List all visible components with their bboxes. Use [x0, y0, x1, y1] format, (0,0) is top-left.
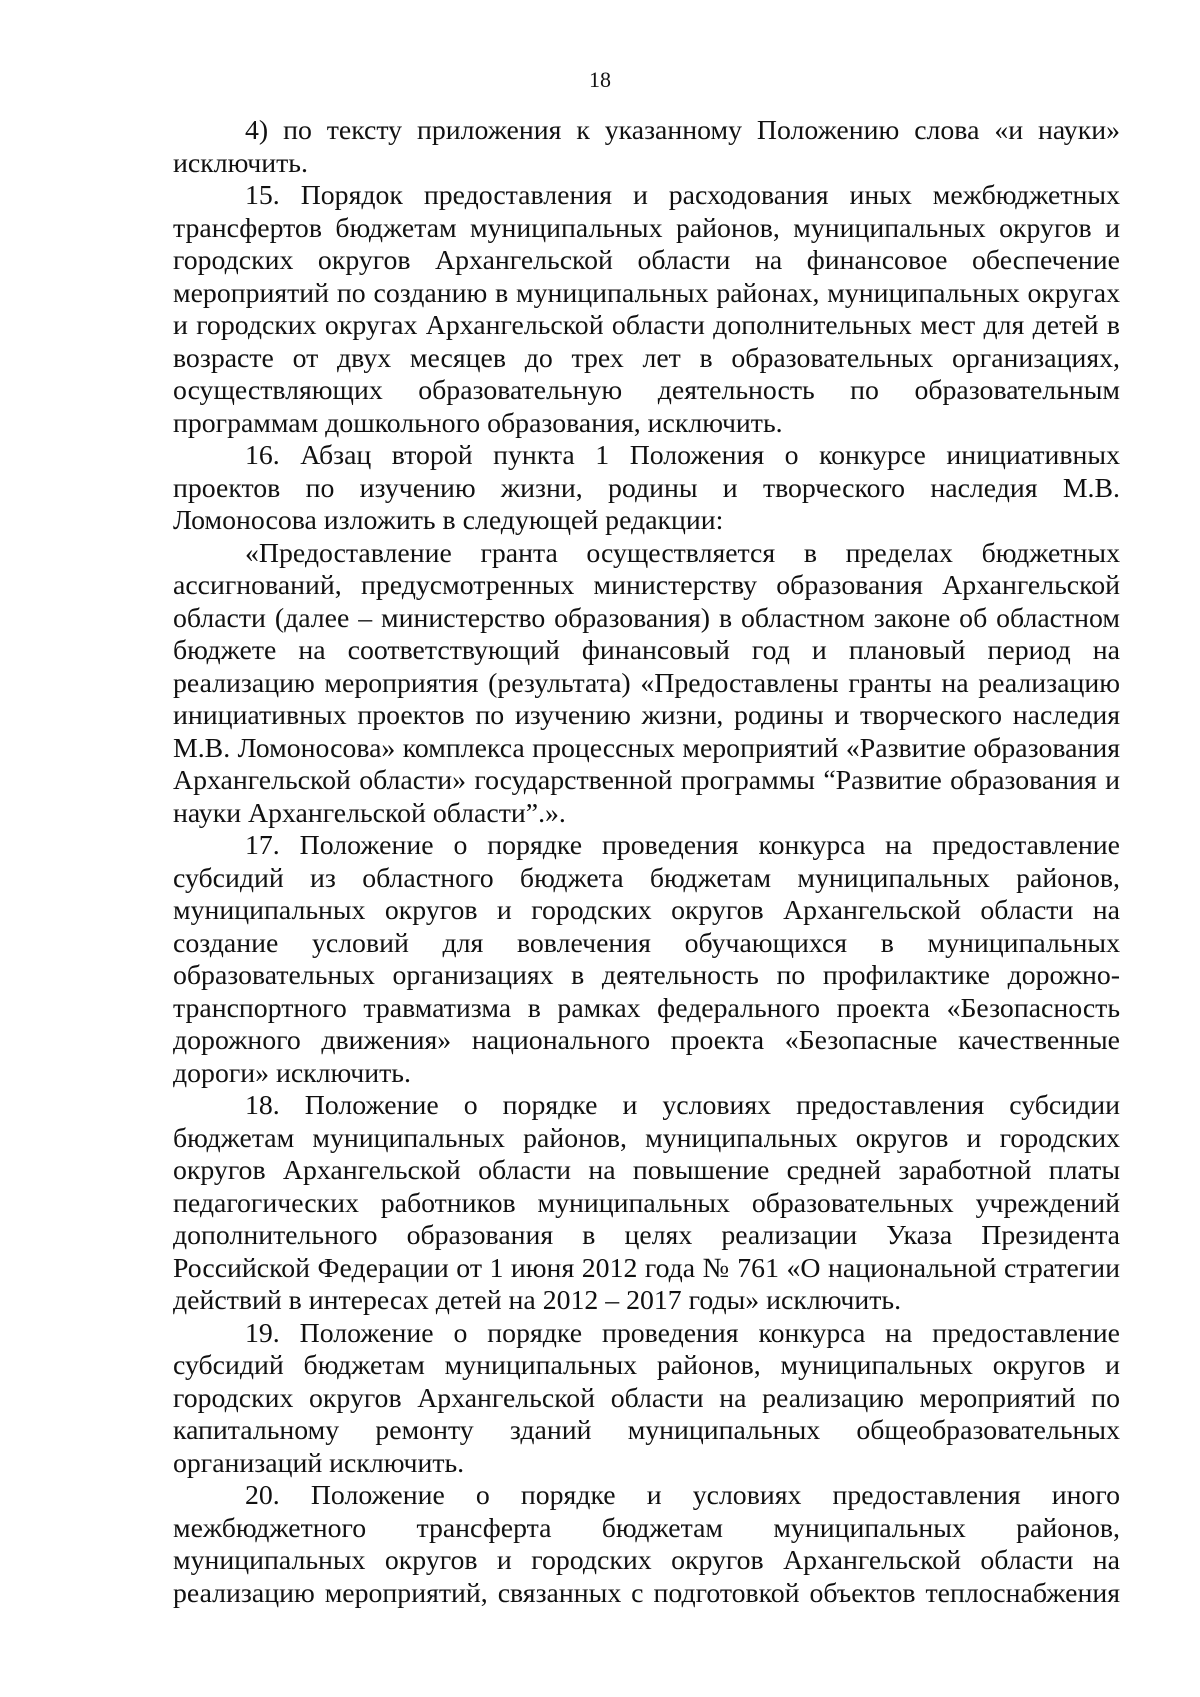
- paragraph-item-15: 15. Порядок предоставления и расходования иных межбюджетных трансфертов бюджетам муниципальных районов, муниципальных округов и городских округов Архангельской области на финансовое обеспечение мероприятий по созданию в муниципальных районах, муниципальных округах и городских округах Архангельской области дополнительных мест для детей в возрасте от двух месяцев до трех лет в образовательных организациях, осуществляющих образовательную деятельность по образовательным программам дошкольного образования, исключить.: [173, 180, 1120, 439]
- document-body: [173, 115, 1120, 1610]
- paragraph-item-20: 20. Положение о порядке и условиях предоставления иного межбюджетного трансферта бюджетам муниципальных районов, муниципальных округов и городских округов Архангельской области на реализацию мероприятий, связанных с подготовкой объектов теплоснабжения: [173, 1480, 1120, 1609]
- paragraph-item-16: 16. Абзац второй пункта 1 Положения о конкурсе инициативных проектов по изучению жизни, родины и творческого наследия М.В. Ломоносова изложить в следующей редакции:: [173, 440, 1120, 536]
- paragraph-item-4: 4) по тексту приложения к указанному Положению слова «и науки» исключить.: [173, 115, 1120, 179]
- paragraph-item-19: 19. Положение о порядке проведения конкурса на предоставление субсидий бюджетам муниципальных районов, муниципальных округов и городских округов Архангельской области на реализацию мероприятий по капитальному ремонту зданий муниципальных общеобразовательных организаций исключить.: [173, 1317, 1120, 1479]
- paragraph-item-17: 17. Положение о порядке проведения конкурса на предоставление субсидий из областного бюджета бюджетам муниципальных районов, муниципальных округов и городских округов Архангельской области на создание условий для вовлечения обучающихся в муниципальных образовательных организациях в деятельность по профилактике дорожно-транспортного травматизма в рамках федерального проекта «Безопасность дорожного движения» национального проекта «Безопасные качественные дороги» исключить.: [173, 830, 1120, 1089]
- paragraph-item-18: 18. Положение о порядке и условиях предоставления субсидии бюджетам муниципальных районов, муниципальных округов и городских округов Архангельской области на повышение средней заработной платы педагогических работников муниципальных образовательных учреждений дополнительного образования в целях реализации Указа Президента Российской Федерации от 1 июня 2012 года № 761 «О национальной стратегии действий в интересах детей на 2012 – 2017 годы» исключить.: [173, 1090, 1120, 1316]
- page-number: 18: [589, 67, 611, 92]
- paragraph-quote: «Предоставление гранта осуществляется в пределах бюджетных ассигнований, предусмотренных министерству образования Архангельской области (далее – министерство образования) в областном законе об областном бюджете на соответствующий финансовый год и плановый период на реализацию мероприятия (результата) «Предоставлены гранты на реализацию инициативных проектов по изучению жизни, родины и творческого наследия М.В. Ломоносова» комплекса процессных мероприятий «Развитие образования Архангельской области» государственной программы “Развитие образования и науки Архангельской области”.».: [173, 537, 1120, 829]
